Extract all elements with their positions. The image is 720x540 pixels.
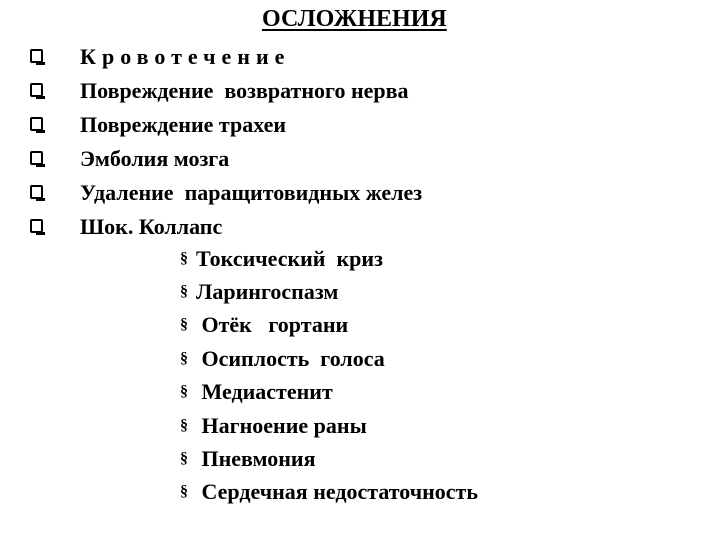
square-bullet-icon: §	[180, 483, 188, 501]
sublist-item	[178, 409, 478, 442]
list-item-label: Удаление паращитовидных желез	[80, 180, 423, 205]
list-item-label: Шок. Коллапс	[80, 214, 223, 239]
sublist-item	[178, 309, 478, 342]
square-bullet-icon: §	[180, 249, 188, 267]
checkbox-bullet-icon	[30, 219, 45, 235]
slide-title: ОСЛОЖНЕНИЯ	[262, 6, 447, 32]
checkbox-bullet-icon	[30, 83, 45, 99]
square-bullet-icon: §	[180, 383, 188, 401]
list-item-label: Кровотечение	[80, 44, 291, 69]
square-bullet-icon: §	[180, 450, 188, 468]
sublist-item-label: Медиастенит	[196, 379, 333, 405]
list-item-label: Повреждение возвратного нерва	[80, 78, 409, 103]
square-bullet-icon: §	[180, 349, 188, 367]
list-item	[30, 40, 422, 74]
sublist-item-label: Токсический криз	[196, 245, 383, 271]
list-item	[30, 108, 422, 142]
complications-list	[30, 40, 422, 244]
list-item	[30, 210, 422, 244]
square-bullet-icon: §	[180, 283, 188, 301]
checkbox-bullet-icon	[30, 49, 45, 65]
sublist-item-label: Осиплость голоса	[196, 345, 385, 371]
checkbox-bullet-icon	[30, 185, 45, 201]
sublist-item	[178, 242, 478, 275]
list-item-label: Эмболия мозга	[80, 146, 230, 171]
sublist-item	[178, 442, 478, 475]
sublist-item-label: Пневмония	[196, 446, 316, 472]
sublist-item-label: Ларингоспазм	[196, 279, 339, 305]
list-item-label: Повреждение трахеи	[80, 112, 287, 137]
sublist-item-label: Нагноение раны	[196, 412, 367, 438]
sublist-item	[178, 342, 478, 375]
checkbox-bullet-icon	[30, 151, 45, 167]
list-item	[30, 74, 422, 108]
sublist-item	[178, 476, 478, 509]
checkbox-bullet-icon	[30, 117, 45, 133]
list-item	[30, 142, 422, 176]
square-bullet-icon: §	[180, 416, 188, 434]
sublist-item-label: Сердечная недостаточность	[196, 479, 478, 505]
sublist-item	[178, 275, 478, 308]
sublist-item	[178, 376, 478, 409]
complications-sublist	[178, 242, 478, 509]
sublist-item-label: Отёк гортани	[196, 312, 349, 338]
list-item	[30, 176, 422, 210]
square-bullet-icon: §	[180, 316, 188, 334]
